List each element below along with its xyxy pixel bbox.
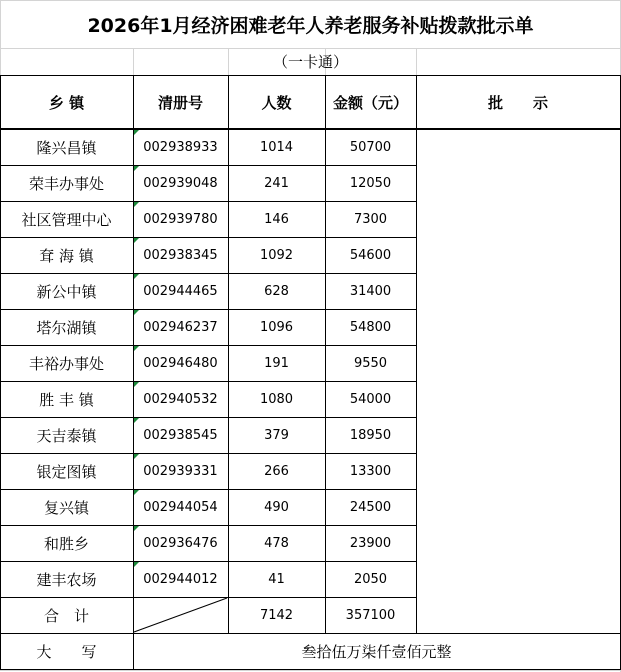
error-marker-icon [134, 202, 139, 207]
row-town: 塔尔湖镇 [36, 318, 97, 337]
row-town: 复兴镇 [43, 498, 89, 517]
header-people: 人数 [261, 93, 292, 112]
row-town: 银定图镇 [36, 462, 97, 481]
total-amount: 357100 [345, 607, 396, 623]
row-amount: 23900 [349, 535, 392, 551]
row-town: 和胜乡 [43, 534, 89, 553]
row-people: 266 [264, 463, 289, 479]
row-people: 191 [264, 355, 289, 371]
row-amount: 7300 [353, 211, 388, 227]
row-people: 628 [264, 283, 289, 299]
error-marker-icon [134, 274, 139, 279]
row-people: 1096 [259, 319, 294, 335]
row-people: 1080 [259, 391, 294, 407]
row-amount: 24500 [349, 499, 392, 515]
row-people: 1092 [259, 247, 294, 263]
row-town: 建丰农场 [36, 570, 97, 589]
total-people: 7142 [259, 607, 294, 623]
row-people: 478 [264, 535, 289, 551]
error-marker-icon [134, 526, 139, 531]
row-register-no: 002938545 [143, 427, 218, 443]
error-marker-icon [134, 310, 139, 315]
subtitle: （一卡通） [272, 53, 348, 71]
row-amount: 18950 [349, 427, 392, 443]
capital-value: 叁拾伍万柒仟壹佰元整 [301, 643, 452, 661]
row-people: 379 [264, 427, 289, 443]
row-people: 41 [268, 571, 285, 587]
row-amount: 2050 [353, 571, 388, 587]
row-town: 丰裕办事处 [28, 354, 104, 373]
row-people: 146 [264, 211, 289, 227]
diagonal-slash [133, 597, 228, 633]
row-amount: 54800 [349, 319, 392, 335]
row-register-no: 002939048 [143, 175, 218, 191]
header-town: 乡 镇 [48, 93, 85, 112]
row-town: 荣丰办事处 [28, 174, 104, 193]
error-marker-icon [134, 454, 139, 459]
row-amount: 31400 [349, 283, 392, 299]
row-register-no: 002939780 [143, 211, 218, 227]
row-register-no: 002938345 [143, 247, 218, 263]
row-town: 新公中镇 [36, 282, 97, 301]
row-town: 社区管理中心 [21, 210, 112, 229]
error-marker-icon [134, 562, 139, 567]
row-amount: 50700 [349, 139, 392, 155]
row-people: 1014 [259, 139, 294, 155]
error-marker-icon [134, 418, 139, 423]
row-amount: 9550 [353, 355, 388, 371]
row-amount: 13300 [349, 463, 392, 479]
row-register-no: 002946237 [143, 319, 218, 335]
row-register-no: 002938933 [143, 139, 218, 155]
row-register-no: 002944465 [143, 283, 218, 299]
header-register-no: 清册号 [157, 93, 203, 112]
error-marker-icon [134, 382, 139, 387]
row-register-no: 002936476 [143, 535, 218, 551]
error-marker-icon [134, 130, 139, 135]
row-people: 490 [264, 499, 289, 515]
row-register-no: 002946480 [143, 355, 218, 371]
error-marker-icon [134, 346, 139, 351]
header-approval: 批 示 [487, 93, 548, 112]
row-register-no: 002944012 [143, 571, 218, 587]
row-town: 天吉泰镇 [36, 426, 97, 445]
row-people: 241 [264, 175, 289, 191]
row-register-no: 002939331 [143, 463, 218, 479]
error-marker-icon [134, 490, 139, 495]
total-label: 合 计 [43, 606, 89, 625]
error-marker-icon [134, 166, 139, 171]
row-register-no: 002940532 [143, 391, 218, 407]
row-amount: 12050 [349, 175, 392, 191]
row-town: 耷 海 镇 [39, 246, 94, 265]
page-title: 2026年1月经济困难老年人养老服务补贴拨款批示单 [87, 14, 534, 37]
row-register-no: 002944054 [143, 499, 218, 515]
row-amount: 54000 [349, 391, 392, 407]
row-town: 胜 丰 镇 [39, 390, 94, 409]
row-amount: 54600 [349, 247, 392, 263]
capital-label: 大 写 [36, 643, 97, 661]
header-amount: 金额（元） [332, 93, 408, 112]
error-marker-icon [134, 238, 139, 243]
row-town: 隆兴昌镇 [36, 138, 97, 157]
